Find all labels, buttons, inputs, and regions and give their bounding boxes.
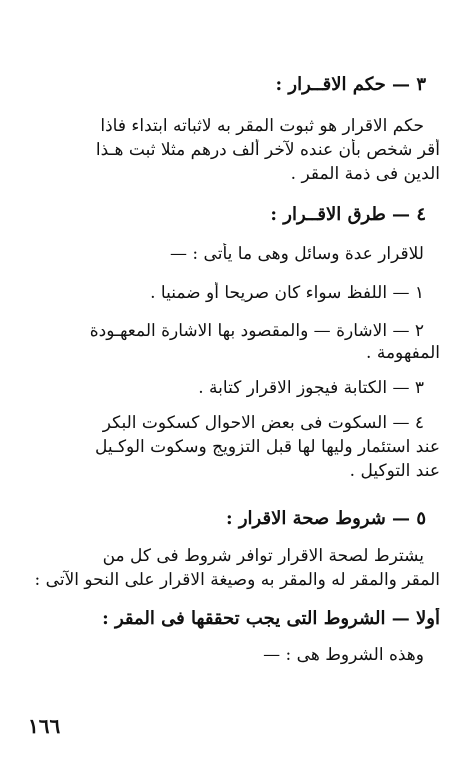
section-4-item-3: ٣ — الكتابة فيجوز الاقرار كتابة . <box>198 378 424 398</box>
section-4-heading: ٤ — طرق الاقــرار : <box>270 204 426 225</box>
section-5-line-1: يشترط لصحة الاقرار توافر شروط فى كل من <box>102 546 424 566</box>
section-5-heading: ٥ — شروط صحة الاقرار : <box>225 508 426 529</box>
section-3-line-3: الدين فى ذمة المقر . <box>290 164 440 184</box>
section-4-item-4-line-3: عند التوكيل . <box>349 461 440 481</box>
section-4-item-4-line-1: ٤ — السكوت فى بعض الاحوال كسكوت البكر <box>102 413 424 433</box>
section-4-item-2-line-2: المفهومة . <box>366 343 440 363</box>
first-conditions-line-1: وهذه الشروط هى : — <box>263 645 424 665</box>
section-4-item-1: ١ — اللفظ سواء كان صريحا أو ضمنيا . <box>150 283 424 303</box>
section-5-line-2: المقر والمقر له والمقر به وصيغة الاقرار على النحو الآتى : <box>34 570 440 590</box>
section-4-item-4-line-2: عند استئمار وليها لها قبل التزويج وسكوت الوكـيل <box>94 437 440 457</box>
section-3-line-2: أقر شخص بأن عنده لآخر ألف درهم مثلا ثبت هـذا <box>95 140 440 160</box>
section-3-heading: ٣ — حكم الاقــرار : <box>275 74 426 95</box>
section-3-line-1: حكم الاقرار هو ثبوت المقر به لاثباته ابتداء فاذا <box>100 116 424 136</box>
section-4-intro: للاقرار عدة وسائل وهى ما يأتى : — <box>170 244 424 264</box>
page-number: ١٦٦ <box>28 714 61 738</box>
section-4-item-2-line-1: ٢ — الاشارة — والمقصود بها الاشارة المعهـودة <box>89 321 424 341</box>
first-conditions-heading: أولا — الشروط التى يجب تحققها فى المقر : <box>102 608 440 629</box>
